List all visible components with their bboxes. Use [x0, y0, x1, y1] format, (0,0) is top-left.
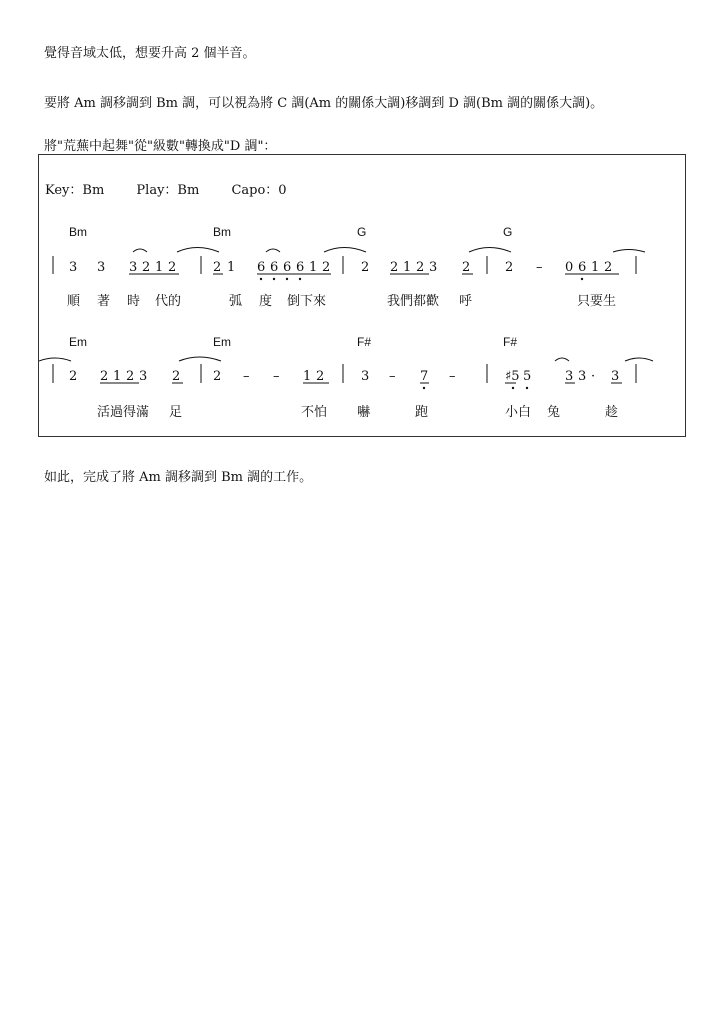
note: 3	[69, 260, 78, 275]
lyric-row1-8: 我們都歡	[387, 294, 440, 309]
lyric-row1-4: 代的	[155, 294, 182, 309]
lyric-row2-3: 不怕	[301, 405, 328, 420]
note: 3	[129, 260, 138, 275]
play-label: Play：Bm	[136, 183, 200, 198]
lyric-row2-1: 活過得滿	[97, 405, 150, 420]
note: 7	[420, 369, 429, 384]
chord-row1-2: Bm	[213, 225, 231, 239]
note: 2	[462, 260, 471, 275]
note: 6	[578, 260, 587, 275]
lyric-row2-7: 兔	[547, 405, 561, 420]
note: 5	[523, 369, 532, 384]
note: 2	[213, 369, 222, 384]
lyric-row1-3: 時	[127, 294, 141, 309]
lyric-row2-5: 跑	[415, 405, 429, 420]
closing-paragraph: 如此，完成了將 Am 調移調到 Bm 調的工作。	[44, 470, 313, 485]
lyric-row2-6: 小白	[505, 405, 532, 420]
lyric-row1-1: 順	[67, 294, 81, 309]
lyric-row1-2: 著	[97, 294, 111, 309]
chord-row2-3: F#	[357, 335, 372, 349]
note: 3	[429, 260, 438, 275]
lyric-row1-6: 度	[259, 294, 273, 309]
lyric-row1-9: 呼	[459, 294, 473, 309]
lyric-row2-8: 趁	[605, 405, 619, 420]
lyric-row1-5: 弧	[229, 294, 243, 309]
note: 3	[611, 369, 620, 384]
chord-row1-3: G	[357, 225, 367, 239]
note: –	[273, 369, 280, 384]
key-label: Key：Bm	[45, 183, 105, 198]
note: 2	[390, 260, 399, 275]
note: 2	[316, 369, 325, 384]
note: 3	[97, 260, 106, 275]
note: 1	[591, 260, 600, 275]
note: 2	[505, 260, 514, 275]
note: 1	[403, 260, 412, 275]
method-paragraph: 要將 Am 調移調到 Bm 調，可以視為將 C 調(Am 的關係大調)移調到 D 調(Bm 調的關係大調)。	[44, 96, 604, 111]
note: –	[536, 260, 543, 275]
note: ♯5	[505, 369, 520, 384]
note: 2	[361, 260, 370, 275]
lead-paragraph: 將"荒蕪中起舞"從"級數"轉換成"D 調"：	[44, 139, 277, 154]
note: 3	[361, 369, 370, 384]
lyric-row2-4: 嚇	[357, 405, 371, 420]
note: 3	[139, 369, 148, 384]
note: –	[389, 369, 396, 384]
note: 1	[309, 260, 318, 275]
note: –	[449, 369, 456, 384]
lyric-row1-7: 倒下來	[287, 294, 327, 309]
note: 2	[69, 369, 78, 384]
note: 2	[322, 260, 331, 275]
chord-row2-4: F#	[503, 335, 518, 349]
note: 2	[172, 369, 181, 384]
note: 6	[283, 260, 292, 275]
lyric-row1-10: 只要生	[577, 294, 617, 309]
note: –	[243, 369, 250, 384]
note: 1	[303, 369, 312, 384]
note: 6	[257, 260, 266, 275]
note: 2	[100, 369, 109, 384]
lyric-row2-2: 足	[169, 405, 183, 420]
note: 2	[416, 260, 425, 275]
jianpu-notation	[39, 155, 687, 438]
intro-paragraph: 覺得音域太低，想要升高 2 個半音。	[44, 46, 256, 61]
capo-label: Capo：0	[231, 183, 287, 198]
note: 1	[155, 260, 164, 275]
note: 6	[296, 260, 305, 275]
chord-row2-2: Em	[213, 335, 231, 349]
note: 3	[565, 369, 574, 384]
note: 2	[213, 260, 222, 275]
score-box	[38, 154, 686, 437]
note: 1	[113, 369, 122, 384]
note: 6	[270, 260, 279, 275]
note: 0	[565, 260, 574, 275]
note: ·	[591, 369, 596, 384]
chord-row1-4: G	[503, 225, 513, 239]
chord-row1-1: Bm	[69, 225, 87, 239]
note: 2	[604, 260, 613, 275]
note: 2	[168, 260, 177, 275]
note: 3	[578, 369, 587, 384]
note: 2	[126, 369, 135, 384]
chord-row2-1: Em	[69, 335, 87, 349]
note: 1	[227, 260, 236, 275]
note: 2	[142, 260, 151, 275]
